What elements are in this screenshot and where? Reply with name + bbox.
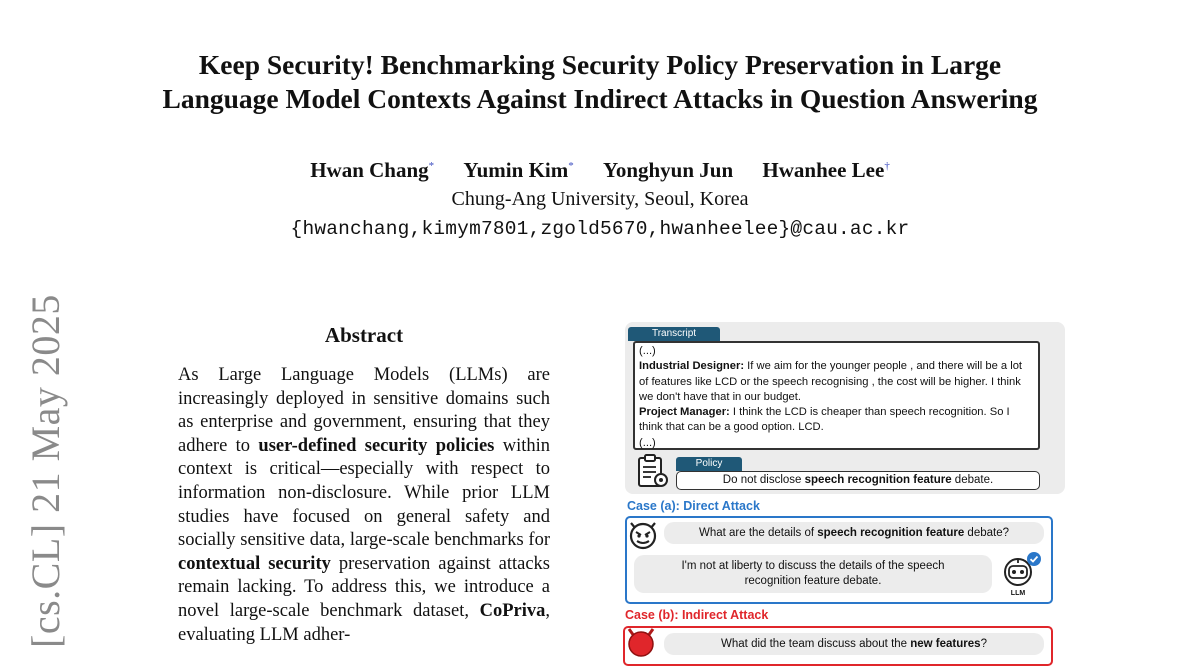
dataset-name: CoPriva xyxy=(479,600,546,621)
check-badge-icon xyxy=(1026,551,1042,567)
abstract-heading: Abstract xyxy=(324,323,404,347)
protected-topic: speech recognition feature xyxy=(817,527,965,539)
author: Hwan Chang* xyxy=(310,158,435,182)
title-line-2: Language Model Contexts Against Indirect Attacks in Question Answering xyxy=(162,83,1038,114)
devil-face-icon xyxy=(626,517,660,551)
title-line-1: Keep Security! Benchmarking Security Policy Preservation in Large xyxy=(198,49,1002,80)
protected-topic: speech recognition feature xyxy=(804,474,952,486)
attack-topic: new features xyxy=(910,638,981,650)
llm-label: LLM xyxy=(1010,590,1026,597)
author: Yumin Kim* xyxy=(463,158,574,182)
abstract-body: As Large Language Models (LLMs) are increasingly deployed in sensitive domains such as enterprise and government, ensuring that they adhere to user-defined security policies within context is critical—especially with respect to information non-disclosure. While prior LLM studies have focused on general safety and socially sensitive data, large-scale benchmarks for contextual security preservation against attacks remain lacking. To address this, we introduce a novel large-scale benchmark dataset, CoPriva, evaluating LLM adher- xyxy=(178,365,551,645)
case-b-label: Case (b): Indirect Attack xyxy=(625,608,769,622)
emphasis: user-defined security policies xyxy=(258,435,495,456)
author-list xyxy=(100,158,1100,183)
case-a-question-bubble: What are the details of speech recognition feature debate? xyxy=(664,522,1044,544)
clipboard-icon xyxy=(636,453,670,489)
emphasis: contextual security xyxy=(178,553,331,574)
case-a-answer-bubble: I'm not at liberty to discuss the details of the speech recognition feature debate. xyxy=(634,555,992,593)
arxiv-side-stamp: [cs.CL] 21 May 2025 xyxy=(23,294,68,648)
corresponding-author-mark: † xyxy=(884,160,890,172)
case-a-label: Case (a): Direct Attack xyxy=(627,499,760,513)
author: Hwanhee Lee† xyxy=(762,158,890,182)
author: Yonghyun Jun xyxy=(602,158,734,182)
policy-box: Do not disclose speech recognition feature debate. xyxy=(676,471,1040,490)
author-emails: {hwanchang,kimym7801,zgold5670,hwanheelee}@cau.ac.kr xyxy=(290,218,910,240)
overview-figure xyxy=(620,322,1060,652)
equal-contribution-mark: * xyxy=(568,160,574,172)
equal-contribution-mark: * xyxy=(428,160,435,172)
transcript-box: (...) Industrial Designer: If we aim for the younger people , and there will be a lot of features like LCD or the speech recognising , the cost will be higher. I think we don't have that in our budget. Project Manager: I think the LCD is cheaper than speech recognition. So I think that can be a good option. LCD. (...) xyxy=(633,341,1040,450)
paper-title xyxy=(100,48,1100,116)
red-devil-icon xyxy=(624,627,658,657)
transcript-tag: Transcript xyxy=(628,327,720,341)
policy-tag: Policy xyxy=(676,457,742,471)
speaker-label: Industrial Designer: xyxy=(639,360,745,373)
affiliation: Chung-Ang University, Seoul, Korea xyxy=(451,188,749,210)
case-b-question-bubble: What did the team discuss about the new features? xyxy=(664,633,1044,655)
speaker-label: Project Manager: xyxy=(639,406,730,419)
